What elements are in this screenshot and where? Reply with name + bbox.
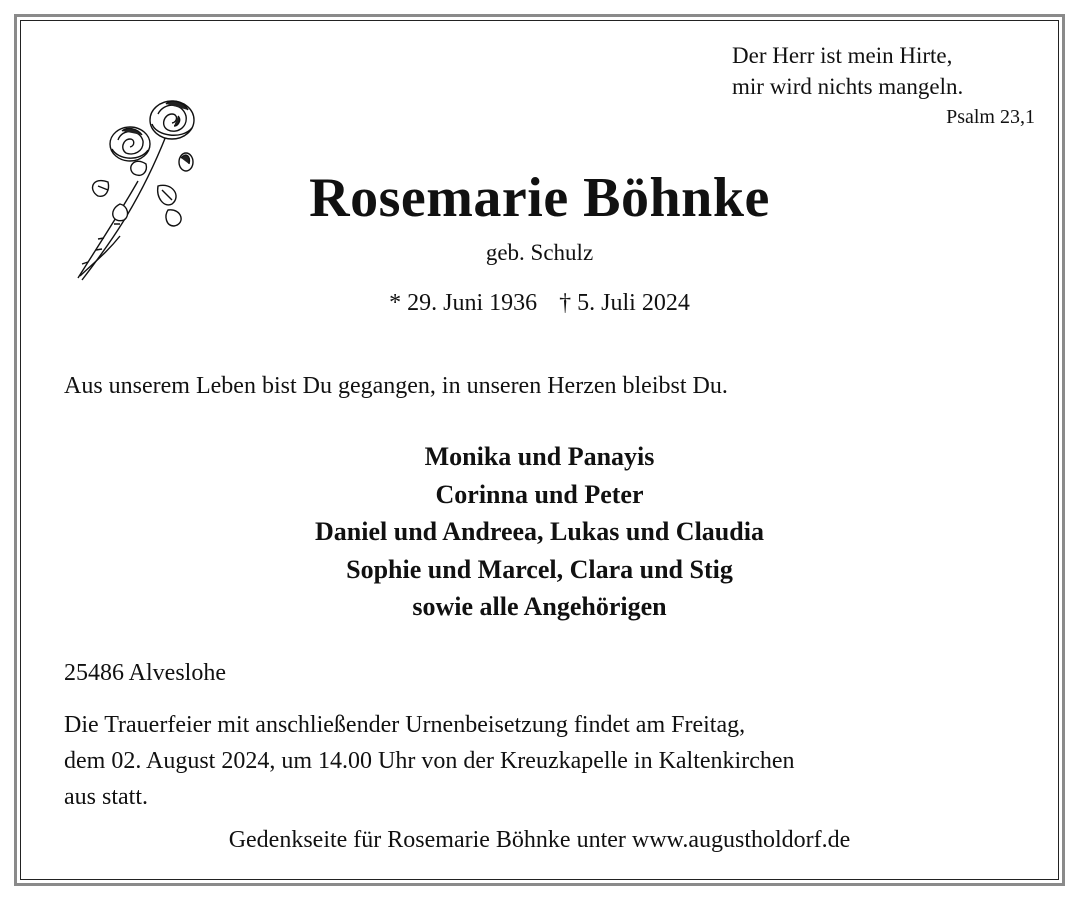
mourners-list	[0, 438, 1079, 626]
death-date: † 5. Juli 2024	[559, 290, 690, 316]
mourner-line: sowie alle Angehörigen	[412, 592, 667, 621]
ceremony-line-1: Die Trauerfeier mit anschließender Urnenbeisetzung findet am Freitag,	[64, 712, 746, 738]
bible-verse	[600, 40, 998, 102]
mourner-line: Corinna und Peter	[435, 479, 644, 509]
deceased-name: Rosemarie Böhnke	[309, 167, 770, 229]
verse-reference: Psalm 23,1	[946, 106, 1035, 128]
place: 25486 Alveslohe	[64, 660, 226, 686]
memorial-page-link: Gedenkseite für Rosemarie Böhnke unter www.augustholdorf.de	[228, 827, 851, 853]
verse-line-1: Der Herr ist mein Hirte,	[732, 43, 953, 68]
ceremony-notice	[64, 707, 984, 815]
birth-date: * 29. Juni 1936	[389, 290, 538, 316]
mourner-line: Monika und Panayis	[424, 442, 655, 471]
verse-line-2: mir wird nichts mangeln.	[732, 74, 964, 99]
ceremony-line-3: aus statt.	[64, 784, 148, 810]
farewell-quote: Aus unserem Leben bist Du gegangen, in unseren Herzen bleibst Du.	[64, 373, 728, 399]
mourner-line: Sophie und Marcel, Clara und Stig	[346, 554, 733, 584]
mourner-line: Daniel und Andreea, Lukas und Claudia	[315, 517, 764, 546]
maiden-name: geb. Schulz	[485, 240, 594, 265]
ceremony-line-2: dem 02. August 2024, um 14.00 Uhr von der Kreuzkapelle in Kaltenkirchen	[64, 748, 795, 774]
life-dates	[0, 290, 1079, 317]
